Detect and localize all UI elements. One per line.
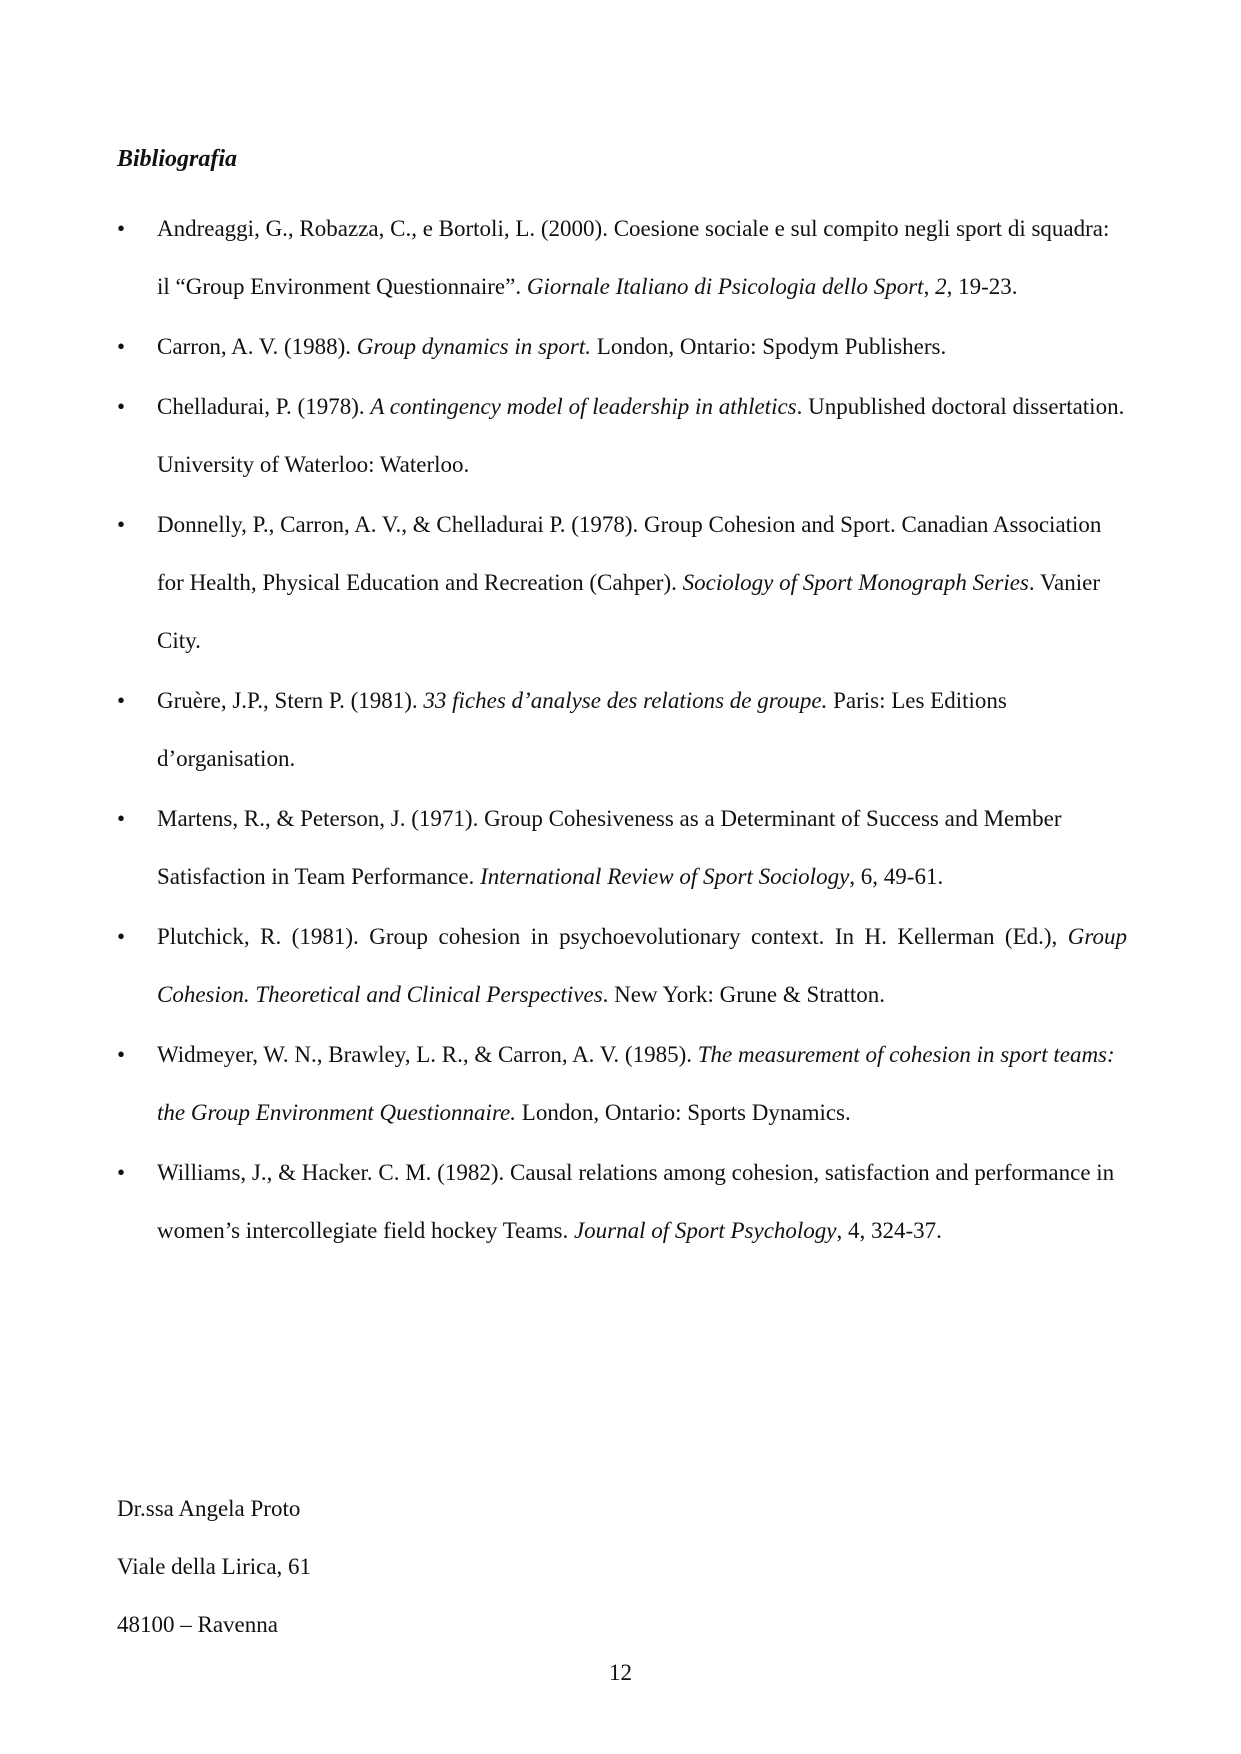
bibliography-heading: Bibliografia [117,146,238,172]
bullet-icon: • [117,394,126,419]
bullet-icon: • [117,1042,126,1067]
bullet-icon: • [117,334,126,359]
list-item: • Plutchick, R. (1981). Group cohesion in psychoevolutionary context. In H. Kellerman (Ed.), Group Cohesion. Theoretical and Clinical Perspectives. New York: Grune & Stratton. [117,908,1127,1024]
author-name: Dr.ssa Angela Proto [117,1496,301,1521]
bullet-icon: • [117,688,126,713]
bullet-icon: • [117,512,126,537]
city-address: 48100 – Ravenna [117,1612,278,1637]
list-item: • Donnelly, P., Carron, A. V., & Chelladurai P. (1978). Group Cohesion and Sport. Canadian Association for Health, Physical Education and Recreation (Cahper). Sociology of Sport Monograph Series. Vanier City. [117,496,1127,670]
list-item: • Martens, R., & Peterson, J. (1971). Group Cohesiveness as a Determinant of Success and Member Satisfaction in Team Performance. International Review of Sport Sociology, 6, 49-61. [117,790,1127,906]
list-item: • Carron, A. V. (1988). Group dynamics in sport. London, Ontario: Spodym Publishers. [117,318,1127,376]
bullet-icon: • [117,216,126,241]
list-item: • Widmeyer, W. N., Brawley, L. R., & Carron, A. V. (1985). The measurement of cohesion in sport teams: the Group Environment Questionnaire. London, Ontario: Sports Dynamics. [117,1026,1127,1142]
list-item: • Gruère, J.P., Stern P. (1981). 33 fiches d’analyse des relations de groupe. Paris: Les Editions d’organisation. [117,672,1127,788]
page-number: 12 [609,1660,632,1685]
list-item: • Chelladurai, P. (1978). A contingency model of leadership in athletics. Unpublished doctoral dissertation. University of Waterloo: Waterloo. [117,378,1127,494]
bullet-icon: • [117,1160,126,1185]
bullet-icon: • [117,806,126,831]
bullet-icon: • [117,924,126,949]
street-address: Viale della Lirica, 61 [117,1554,312,1579]
list-item: • Andreaggi, G., Robazza, C., e Bortoli, L. (2000). Coesione sociale e sul compito negli sport di squadra: il “Group Environment Questionnaire”. Giornale Italiano di Psicologia dello Sport, 2, 19-23. [117,200,1127,316]
bibliography-list [117,200,1127,1262]
list-item: • Williams, J., & Hacker. C. M. (1982). Causal relations among cohesion, satisfaction and performance in women’s intercollegiate field hockey Teams. Journal of Sport Psychology, 4, 324-37. [117,1144,1127,1260]
